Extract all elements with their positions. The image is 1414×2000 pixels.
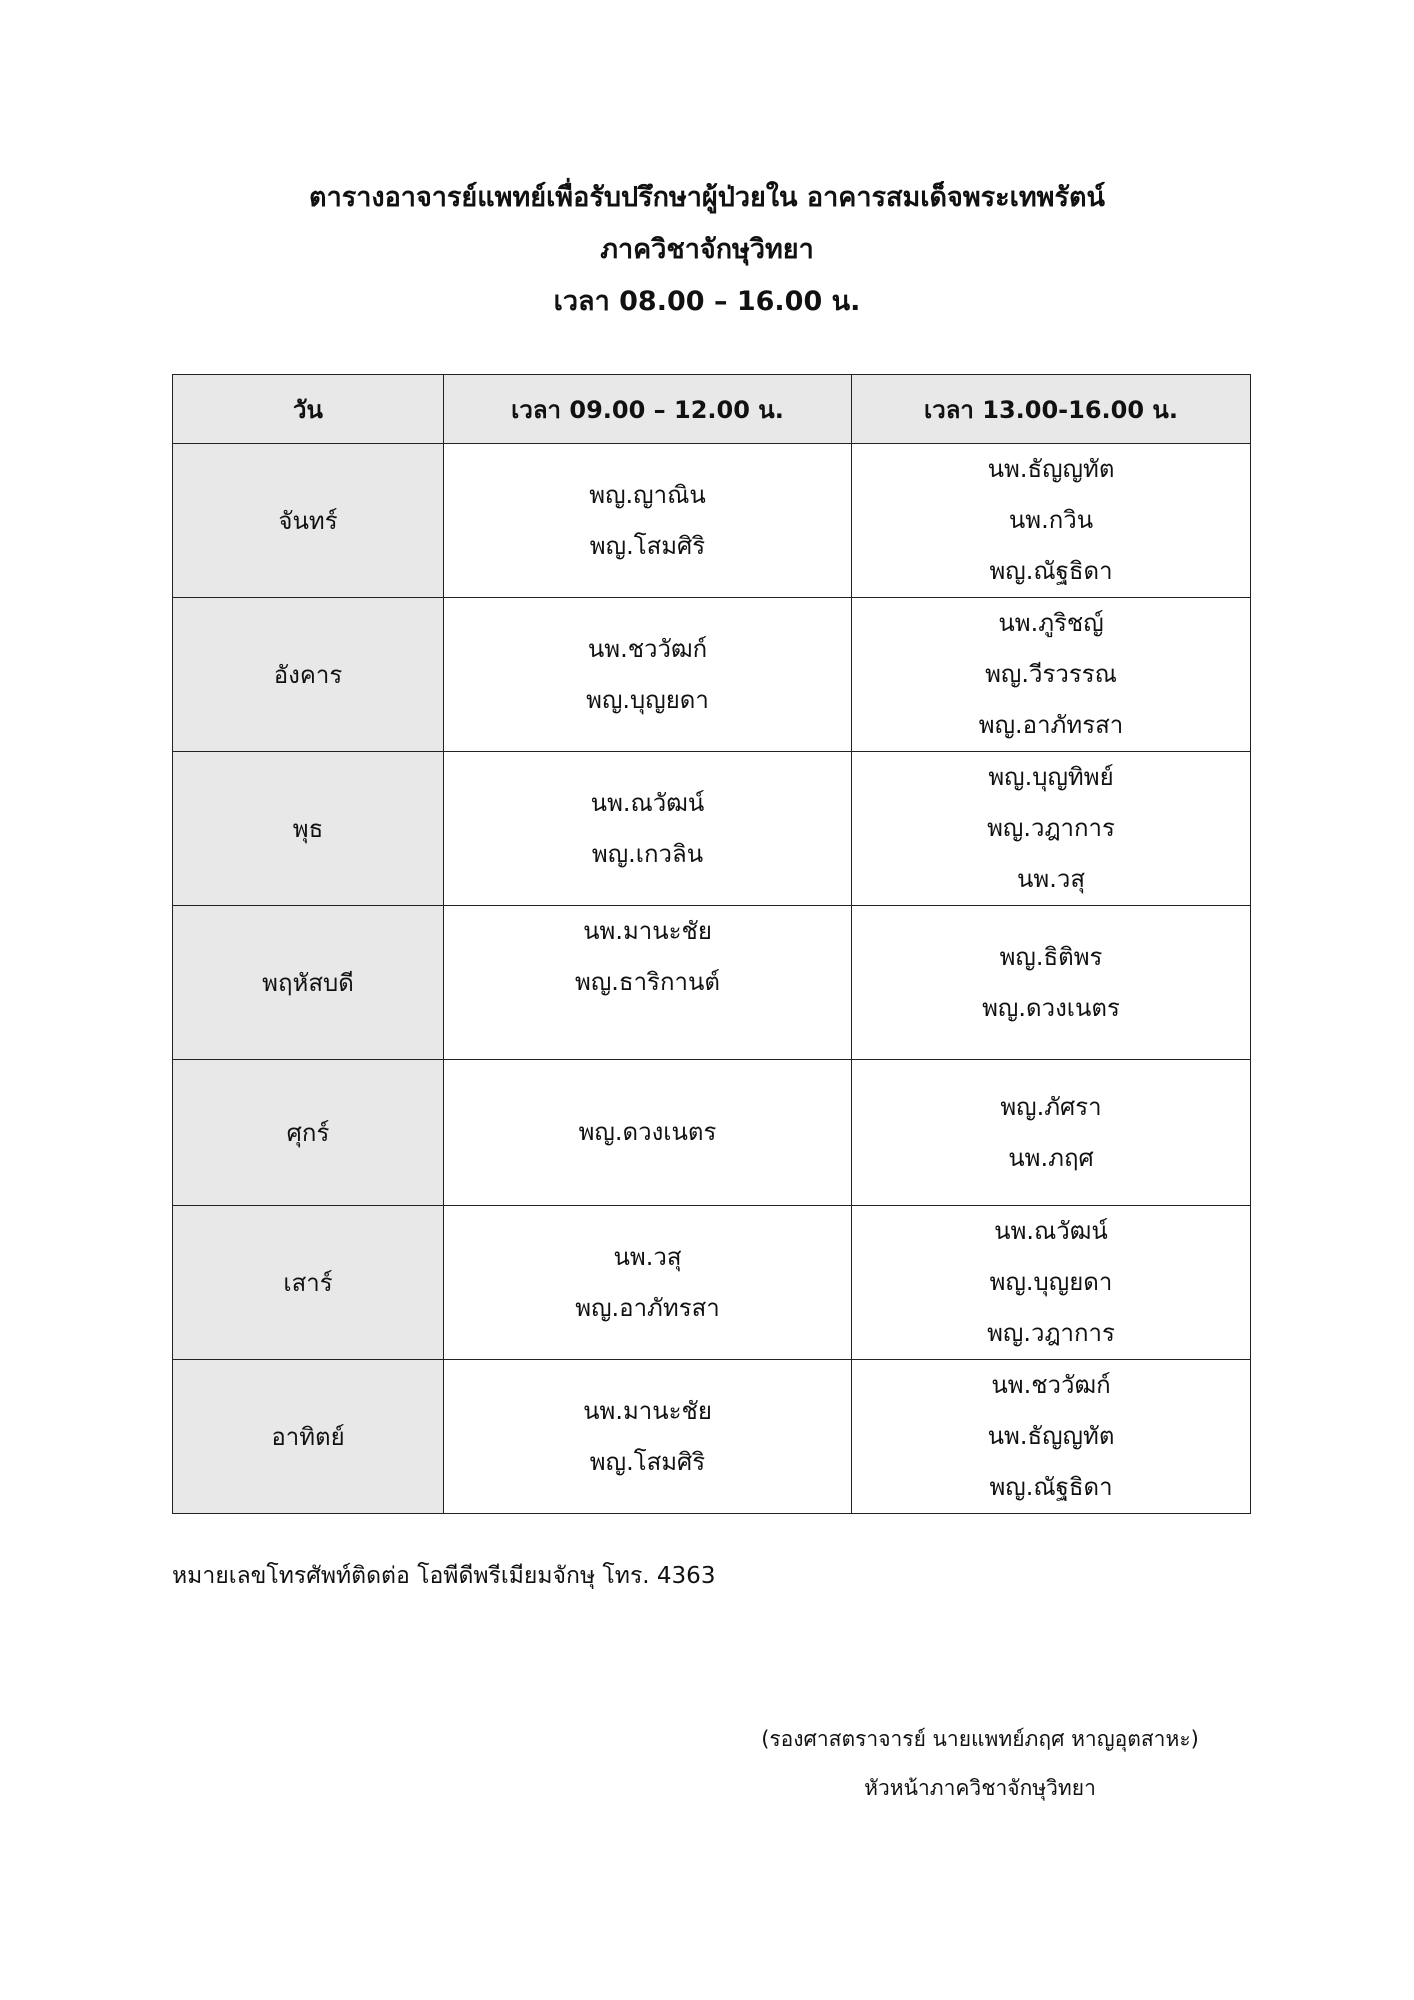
header-morning: เวลา 09.00 – 12.00 น.: [444, 375, 852, 444]
doctor-name: นพ.กวิน: [1008, 506, 1094, 534]
doctor-name: พญ.บุญยดา: [586, 685, 709, 714]
document-title: [0, 172, 1414, 328]
morning-cell: [444, 444, 852, 598]
doctor-name: พญ.โสมศิริ: [589, 531, 706, 560]
doctor-name: นพ.วสุ: [613, 1242, 682, 1271]
doctor-name: นพ.มานะชัย: [583, 917, 712, 945]
day-cell: อาทิตย์: [173, 1360, 444, 1514]
morning-cell: [444, 1060, 852, 1206]
day-cell: อังคาร: [173, 598, 444, 752]
doctor-name: นพ.ณวัฒน์: [994, 1217, 1108, 1245]
doctor-name: นพ.วสุ: [1017, 865, 1085, 893]
doctor-name: พญ.ดวงเนตร: [578, 1118, 717, 1146]
doctor-name: นพ.ชววัฒก์: [587, 634, 708, 663]
doctor-name: นพ.ธัญญทัต: [987, 455, 1115, 483]
morning-cell: [444, 598, 852, 752]
day-cell: จันทร์: [173, 444, 444, 598]
doctor-name: พญ.ธิติพร: [999, 942, 1103, 971]
day-cell: พฤหัสบดี: [173, 906, 444, 1060]
signature-position: หัวหน้าภาควิชาจักษุวิทยา: [864, 1776, 1096, 1800]
day-cell: ศุกร์: [173, 1060, 444, 1206]
doctor-name: พญ.ธาริกานต์: [575, 968, 720, 996]
doctor-name: พญ.วีรวรรณ: [985, 660, 1117, 688]
contact-phone: หมายเลขโทรศัพท์ติดต่อ โอพีดีพรีเมียมจักษุ โทร. 4363: [172, 1563, 716, 1589]
doctor-name: พญ.อาภัทรสา: [978, 711, 1124, 739]
doctor-name: พญ.วฎาการ: [987, 814, 1115, 842]
header-day: วัน: [173, 375, 444, 444]
doctor-name: พญ.ณัฐธิดา: [989, 557, 1113, 585]
afternoon-cell: [852, 444, 1251, 598]
afternoon-cell: [852, 1206, 1251, 1360]
morning-cell: [444, 1360, 852, 1514]
doctor-name: พญ.วฎาการ: [987, 1319, 1115, 1347]
day-cell: เสาร์: [173, 1206, 444, 1360]
doctor-name: พญ.ญาณิน: [589, 480, 706, 509]
doctor-name: นพ.ณวัฒน์: [590, 788, 705, 817]
afternoon-cell: [852, 598, 1251, 752]
doctor-name: พญ.ณัฐธิดา: [989, 1473, 1113, 1501]
table-row: [173, 444, 1251, 598]
schedule-table: [172, 374, 1251, 1514]
doctor-name: พญ.บุญทิพย์: [988, 763, 1114, 791]
header-afternoon: เวลา 13.00-16.00 น.: [852, 375, 1251, 444]
signature-name: (รองศาสตราจารย์ นายแพทย์ภฤศ หาญอุตสาหะ): [761, 1727, 1199, 1751]
doctor-name: [444, 1008, 851, 1059]
title-line-1: ตารางอาจารย์แพทย์เพื่อรับปรึกษาผู้ป่วยใน อาคารสมเด็จพระเทพรัตน์: [309, 182, 1105, 213]
doctor-name: พญ.บุญยดา: [989, 1268, 1113, 1296]
doctor-name: พญ.โสมศิริ: [589, 1447, 706, 1476]
doctor-name: พญ.ภัศรา: [1000, 1092, 1102, 1121]
doctor-name: นพ.ภูริชญ์: [998, 609, 1104, 637]
schedule-body: [173, 444, 1251, 1514]
afternoon-cell: [852, 752, 1251, 906]
title-line-2: ภาควิชาจักษุวิทยา: [600, 234, 814, 265]
table-row: [173, 598, 1251, 752]
doctor-name: นพ.ชววัฒก์: [991, 1371, 1111, 1399]
morning-cell: [444, 1206, 852, 1360]
doctor-name: พญ.ดวงเนตร: [982, 993, 1120, 1022]
doctor-name: พญ.อาภัทรสา: [575, 1293, 720, 1322]
signature-block: [740, 1715, 1220, 1813]
afternoon-cell: [852, 1360, 1251, 1514]
table-row: [173, 1060, 1251, 1206]
afternoon-cell: [852, 906, 1251, 1060]
table-row: [173, 1360, 1251, 1514]
morning-cell: [444, 906, 852, 1060]
title-line-3: เวลา 08.00 – 16.00 น.: [553, 286, 861, 317]
doctor-name: นพ.ภฤศ: [1008, 1143, 1094, 1172]
morning-cell: [444, 752, 852, 906]
doctor-name: นพ.ธัญญทัต: [987, 1422, 1115, 1450]
doctor-name: นพ.มานะชัย: [583, 1396, 712, 1425]
afternoon-cell: [852, 1060, 1251, 1206]
table-row: [173, 906, 1251, 1060]
day-cell: พุธ: [173, 752, 444, 906]
table-row: [173, 752, 1251, 906]
table-row: [173, 1206, 1251, 1360]
doctor-name: พญ.เกวลิน: [591, 839, 704, 868]
table-header-row: [173, 375, 1251, 444]
